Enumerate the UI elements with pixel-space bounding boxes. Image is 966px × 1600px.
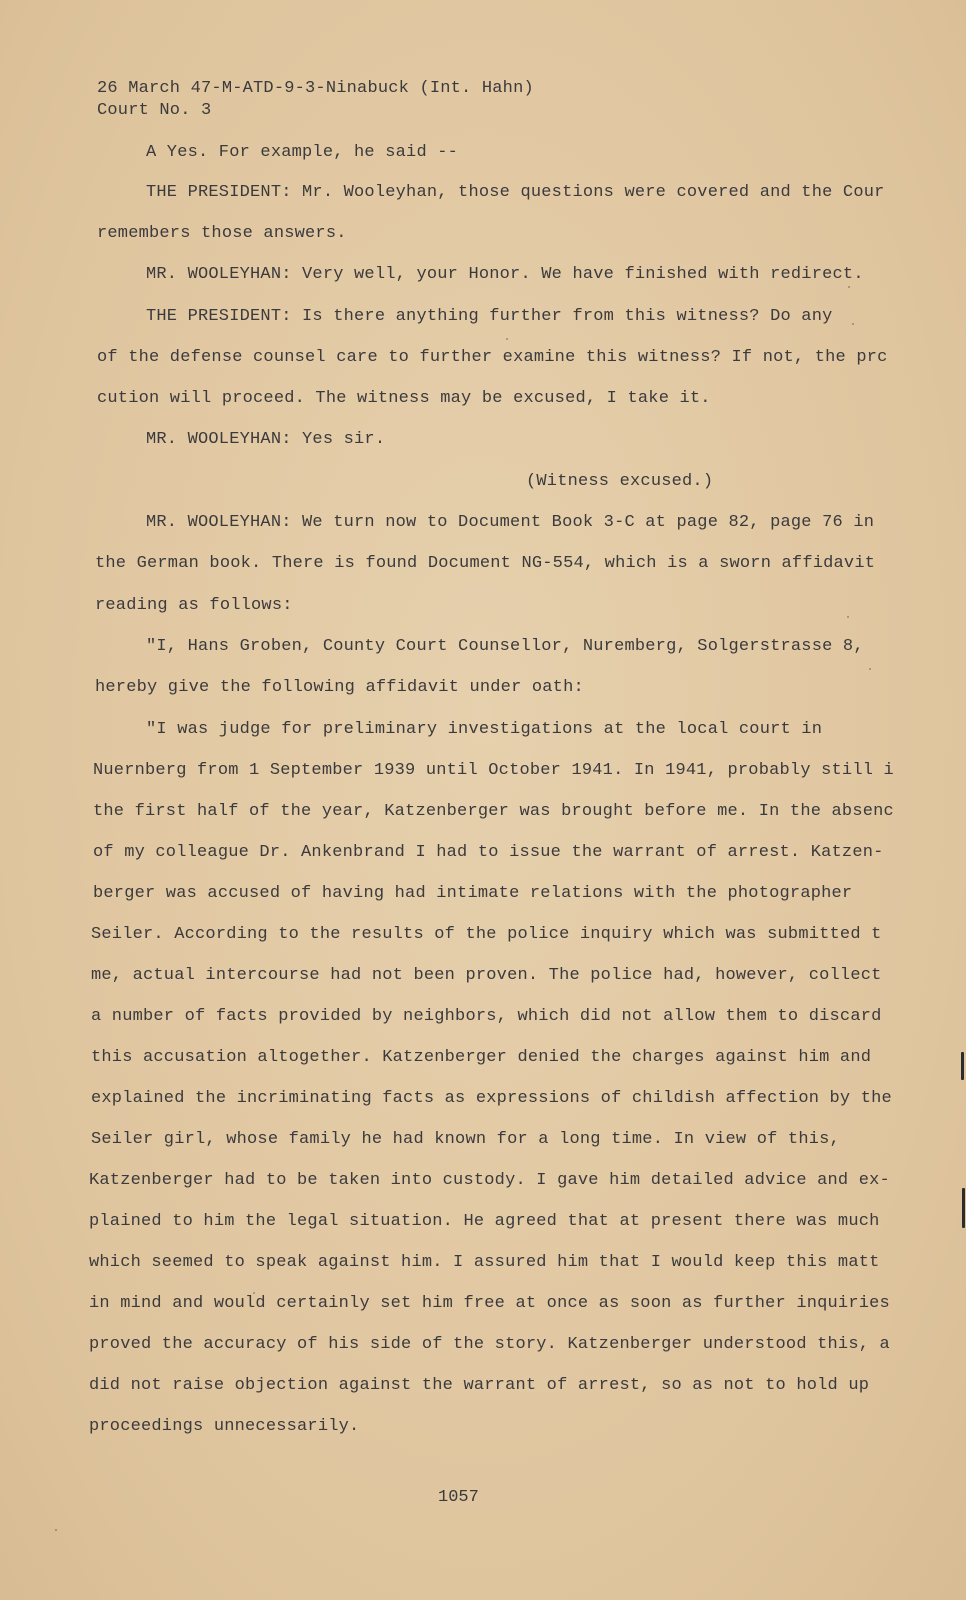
text-line: cution will proceed. The witness may be excused, I take it. <box>97 389 711 408</box>
edge-mark <box>962 1188 965 1228</box>
text-line: did not raise objection against the warrant of arrest, so as not to hold up <box>89 1376 870 1395</box>
paper-speck <box>848 286 850 288</box>
text-line: the first half of the year, Katzenberger was brought before me. In the absenc <box>93 802 894 821</box>
text-line: MR. WOOLEYHAN: We turn now to Document Book 3-C at page 82, page 76 in <box>146 513 875 532</box>
text-line: remembers those answers. <box>97 224 347 243</box>
text-line: THE PRESIDENT: Is there anything further from this witness? Do any <box>146 307 833 326</box>
page-number: 1057 <box>438 1488 479 1507</box>
paper-speck <box>847 616 849 618</box>
text-line: in mind and would certainly set him free at once as soon as further inquiries <box>89 1294 890 1313</box>
paper-speck <box>869 668 871 670</box>
text-line: MR. WOOLEYHAN: Yes sir. <box>146 430 386 449</box>
text-line: berger was accused of having had intimate relations with the photographer <box>93 884 853 903</box>
header-court-number: Court No. 3 <box>97 101 212 120</box>
text-line: reading as follows: <box>95 596 293 615</box>
text-line: A Yes. For example, he said -- <box>146 143 459 162</box>
text-line: THE PRESIDENT: Mr. Wooleyhan, those questions were covered and the Cour <box>146 183 885 202</box>
text-line: (Witness excused.) <box>526 472 714 491</box>
text-line: which seemed to speak against him. I assured him that I would keep this matt <box>89 1253 880 1272</box>
text-line: Katzenberger had to be taken into custody. I gave him detailed advice and ex- <box>89 1171 890 1190</box>
text-line: proceedings unnecessarily. <box>89 1417 360 1436</box>
paper-speck <box>506 338 508 340</box>
text-line: me, actual intercourse had not been proven. The police had, however, collect <box>91 966 882 985</box>
text-line: of my colleague Dr. Ankenbrand I had to issue the warrant of arrest. Katzen- <box>93 843 884 862</box>
text-line: "I, Hans Groben, County Court Counsellor, Nuremberg, Solgerstrasse 8, <box>146 637 864 656</box>
paper-speck <box>852 323 854 325</box>
text-line: "I was judge for preliminary investigations at the local court in <box>146 720 823 739</box>
text-line: this accusation altogether. Katzenberger denied the charges against him and <box>91 1048 872 1067</box>
text-line: Nuernberg from 1 September 1939 until October 1941. In 1941, probably still i <box>93 761 894 780</box>
text-line: proved the accuracy of his side of the story. Katzenberger understood this, a <box>89 1335 890 1354</box>
text-line: the German book. There is found Document NG-554, which is a sworn affidavit <box>95 554 876 573</box>
paper-speck <box>55 1529 57 1531</box>
text-line: plained to him the legal situation. He agreed that at present there was much <box>89 1212 880 1231</box>
text-line: MR. WOOLEYHAN: Very well, your Honor. We have finished with redirect. <box>146 265 864 284</box>
text-line: Seiler girl, whose family he had known for a long time. In view of this, <box>91 1130 840 1149</box>
paper-speck <box>253 1292 255 1294</box>
header-case-reference: 26 March 47-M-ATD-9-3-Ninabuck (Int. Hahn) <box>97 79 534 98</box>
text-line: Seiler. According to the results of the police inquiry which was submitted t <box>91 925 882 944</box>
text-line: explained the incriminating facts as expressions of childish affection by the <box>91 1089 892 1108</box>
text-line: a number of facts provided by neighbors, which did not allow them to discard <box>91 1007 882 1026</box>
edge-mark <box>961 1052 964 1080</box>
text-line: of the defense counsel care to further examine this witness? If not, the prc <box>97 348 888 367</box>
text-line: hereby give the following affidavit under oath: <box>95 678 584 697</box>
